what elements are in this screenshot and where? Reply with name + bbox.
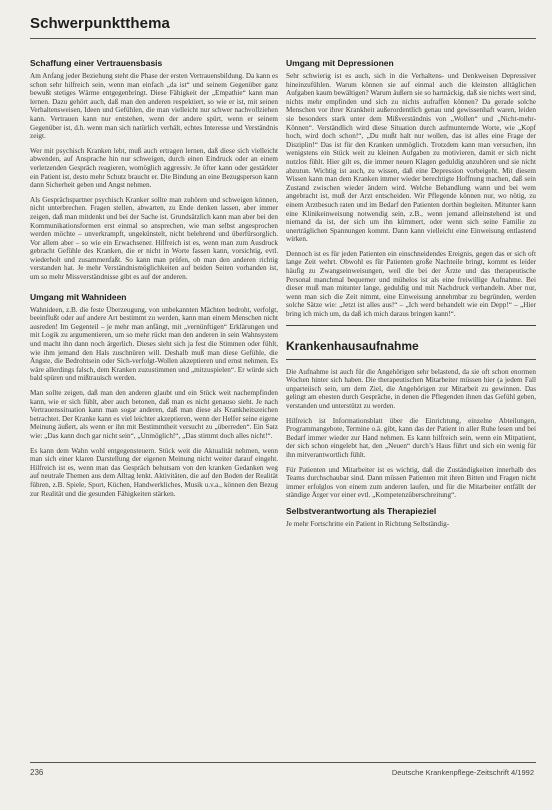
section-heading-krankenhausaufnahme: Krankenhausaufnahme <box>286 338 419 353</box>
section-heading-depressionen: Umgang mit Depressionen <box>286 58 394 68</box>
paragraph: Man sollte zeigen, daß man den anderen glaubt und ein Stück weit nachempfinden kann, wie er sich fühlt, aber auch betonen, daß man es nicht genauso sieht. Je nach Vertrauenssituation kann man sogar anderen, daß man diese als Krankheitszeichen betrachtet. Der Kranke kann es viel leichter akzeptieren, wenn der Helfer seine eigene Meinung äußert, als wenn er ihn mit Bestimmtheit versucht zu „überreden“. Ein Satz wie: „Das kann doch gar nicht sein“, „Unmöglich!“, „Das stimmt doch alles nicht!“. <box>30 389 278 440</box>
left-column <box>30 58 278 754</box>
paragraph: Für Patienten und Mitarbeiter ist es wichtig, daß die Zuständigkeiten innerhalb des Teams durchschaubar sind. Dann müssen Patienten mit ihren Bitten und Fragen nicht immer erfolglos von einem zum anderen laufen, und für die Mitarbeiter entfällt der ständige Ärger vor einer evtl. „Kompetenzüberschreitung“. <box>286 465 536 500</box>
right-column <box>286 58 536 754</box>
paragraph: Je mehr Fortschritte ein Patient in Richtung Selbständig- <box>286 519 450 528</box>
section-divider <box>286 325 536 360</box>
section-heading-wahnideen: Umgang mit Wahnideen <box>30 291 127 302</box>
paragraph: Dennoch ist es für jeden Patienten ein einschneidendes Ereignis, gegen das er sich oft lange Zeit wehrt. Obwohl es für Patienten große Nachteile bringt, kommt es leider häufig zu Zwangseinweisungen, weil die bei der Ärzte und das therapeutische Personal manchmal bequemer und mühelos ist als eine freiwillige Aufnahme. Bei dieser muß man mitunter lange, geduldig und mit Nachdruck verhandeln. Aber nur, wenn man sich die Zeit nimmt, eine Einweisung annehmbar zu begründen, werden solche Sätze wie: „Jetzt ist alles aus!“ – „Ich werd behandelt wie ein Depp!“ – „Hier bring ich mich um, da daß ich mich daraus bringen kann!“. <box>286 249 536 319</box>
paragraph: Die Aufnahme ist auch für die Angehörigen sehr belastend, da sie oft schon enormen Wochen hinter sich haben. Die therapeutischen Mitarbeiter müssen hier (a jedem Fall unparteiisch sein, um dem Ziel, die Angehörigen zur Mitarbeit zu gewinnen. Das gelingt am ehesten durch Gespräche, in denen die Pflegenden ihnen das Gefühl geben, verstanden und unterstützt zu werden. <box>286 367 536 410</box>
footer-divider <box>30 762 536 763</box>
paragraph: Sehr schwierig ist es auch, sich in die Verhaltens- und Denkweisen Depressiver hineinzufühlen. Warum können sie auf einmal auch die kleinsten alltäglichen Aufgaben kaum bewältigen? Warum äußern sie so hartnäckig, daß sie nichts wert sind, nichts mehr empfinden und sich zu nichts aufraffen können? Da gerade solche Menschen vor ihrer Krankheit außerordentlich genau und gewissenhaft waren, leiden sie besonders stark unter dem Mißverständnis von „Wollen“ und „Nicht-mehr-Können“. Verständlich wird diese Situation durch aufmunternde Worte, wie „Kopf hoch, wird doch schon!“, „Du mußt halt nur wollen, das ist alles eine Frage der Disziplin!“ Das ist für den Kranken unmöglich. Trotzdem kann man versuchen, ihn wenigstens ein Stück weit zu kleinen Aufgaben zu motivieren, damit er sich nicht nutzlos fühlt. Hier gilt es, die immer neuen Klagen geduldig anzuhören und sie nicht abzutun. Wichtig ist auch, zu wissen, daß eine Depression vorbeigeht. Mit diesem Wissen kann man dem Kranken immer wieder berechtigte Hoffnung machen, daß sein Zustand zwischen wieder ändern wird. Welche Behandlung wann und bei wem angebracht ist, muß der Arzt entscheiden. Wir Pflegende können nur, wo nötig, zu einem Arztbesuch raten und im Bedarf den Patienten dorthin begleiten. Mitunter kann eine Klinikeinweisung notwendig sein, z.B., wenn jemand alleinstehend ist und niemand da ist, der sich um ihn kümmert, oder wenn sich seine Familie zu unerträglichen Spannungen kommt. Dann kann vielleicht eine Einweisung entlastend wirken. <box>286 72 536 244</box>
paragraph: Es kann dem Wahn wohl entgegensteuern. Stück weit die Aktualität nehmen, wenn man sich einer klaren Darstellung der eigenen Meinung nicht weiter darauf eingeht. Hilfreich ist es, wenn man das Gespräch behutsam von den kranken Gedanken weg auf neutrale Themen aus dem Alltag lenkt. Aktivitäten, die auf den Boden der Realität führen, z.B. Spiele, Sport, Küchen, Handwerkliches, Musik u.v.a., können den Bezug zur Realität und die gesunden Fähigkeiten stärken. <box>30 446 278 498</box>
page-header <box>30 6 536 39</box>
section-heading-selbstverantwortung: Selbstverantwortung als Therapieziel <box>286 505 437 516</box>
paragraph: Am Anfang jeder Beziehung steht die Phase der ersten Vertrauensbildung. Da kann es schon sehr hilfreich sein, wenn man einfach „da ist“ und seinem Gegenüber ganz bewußt stetiges Wärme entgegenbringt. Diese Fähigkeit der „Empathie“ kann man lernen. Dazu gehört auch, daß man den anderen respektiert, so wie er ist, mit seinen Verhaltensweisen, Ideen und Gefühlen, die man vielleicht nur schwer nachvollziehen kann. Vertrauen kann nur entstehen, wenn der andere spürt, wenn er seinem Gegenüber ist, d.h. wenn man sich natürlich verhält, echtes Interesse und Verständnis zeigt. <box>30 72 278 141</box>
page-section-title: Schwerpunktthema <box>30 15 170 32</box>
paragraph: Als Gesprächspartner psychisch Kranker sollte man zuhören und schweigen können, nicht unterbrechen. Fragen stellen, abwarten, zu Ende denken lassen, aber immer zeigen, daß man mitdenkt und bei der Sache ist. Grundsätzlich kann man aber bei den Kommunikationsformen erst einmal so ansprechen, wie man selbst angesprochen werden möchte – unverkrampft, ungekünstelt, nicht belehrend und überfürsorglich. Vor allem aber – so wie ein Erwachsener. Hilfreich ist es, wenn man zum Ausdruck gebracht Gefühle des Kranken, die er nicht in Worte fassen kann, vorsichtig, evtl. wiederholt und zusammenfaßt. So kann man prüfen, ob man den anderen richtig verstanden hat. Je mehr Verständnismöglichkeiten auf beiden Seiten vorhanden ist, um so mehr Missverständnisse gibt es auf der anderen. <box>30 195 278 282</box>
paragraph: Wer mit psychisch Kranken lebt, muß auch ertragen lernen, daß diese sich vielleicht abwenden, auf Ansprache hin nur schweigen, durch einen Eindruck oder an einem verletzenden Gespräch reagieren, womöglich aggressiv. Je öfter kann oder gestärkter ein Patient ist, desto mehr Schutz braucht er. Die Bindung an eine Bezugsperson kann dann Sicherheit geben und Angst nehmen. <box>30 146 278 190</box>
section-heading-vertrauensbasis: Schaffung einer Vertrauensbasis <box>30 58 163 68</box>
journal-citation: Deutsche Krankenpflege-Zeitschrift 4/1992 <box>391 768 534 777</box>
page-number: 236 <box>30 768 44 777</box>
paragraph: Hilfreich ist Informationsblatt über die Einrichtung, einzelne Abteilungen, Programmangebote, Termine o.ä. gibt, kann das der Patient in aller Ruhe lesen und bei Bedarf immer wieder zur Hand nehmen. Es kann hilfreich sein, wenn ein Mitpatient, der sich schon eingelebt hat, den „Neuen“ durch’s Haus führt und sich ein wenig für ihn mitverantwortlich fühlt. <box>286 416 536 459</box>
paragraph: Wahnideen, z.B. die feste Überzeugung, von unbekannten Mächten bedroht, verfolgt, beeinflußt oder auf andere Art bestimmt zu werden, kann man einem Menschen nicht ausreden! Im Gegenteil – je mehr man anfängt, mit „vernünftigen“ Erklärungen und mit Logik zu argumentieren, um so mehr rückt man den anderen in sein Wahnsystem und macht ihn dann noch ärgerlich. Dieses sieht sich ja fest die Stimmen oder fühlt, wie ihm jemand den Hals zuschnüren will. Deshalb muß man diese Gefühle, die Ängste, die Bedrohtsein oder Sich-verfolgt-Wollen akzeptieren und ernst nehmen. Es wäre allerdings falsch, dem Kranken zuzustimmen und „mitzuspielen“. Er würde sich bald spüren und mißtrauisch werden. <box>30 305 278 383</box>
